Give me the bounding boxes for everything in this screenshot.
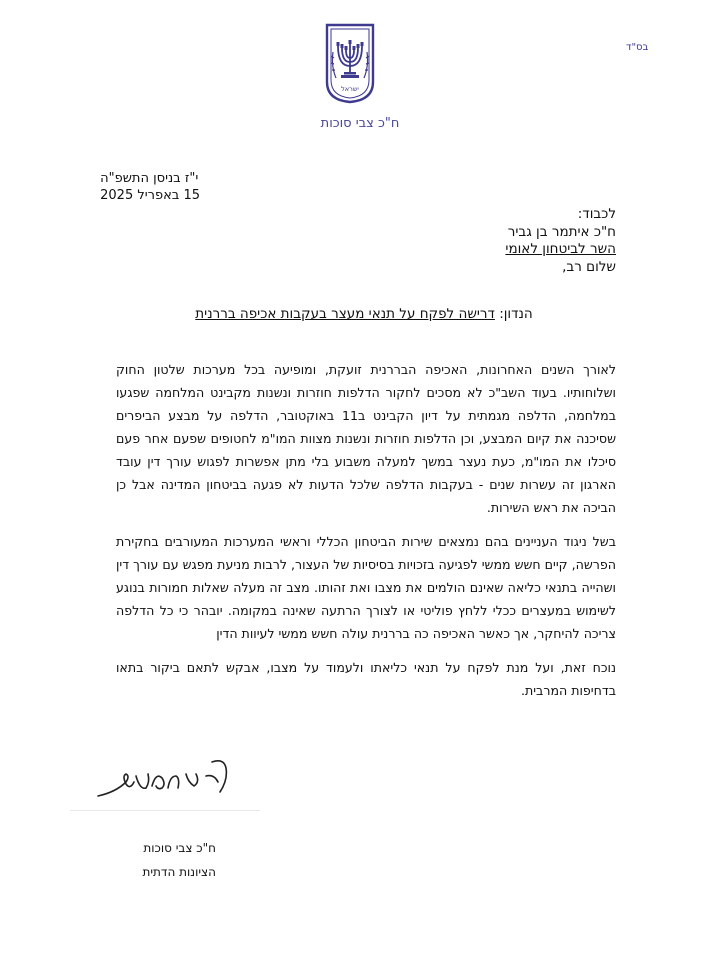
gregorian-date: 15 באפריל 2025 bbox=[100, 188, 200, 203]
signer-party: הציונות הדתית bbox=[142, 865, 216, 879]
body-paragraph: בשל ניגוד העניינים בהם נמצאים שירות הביטחון הכללי וראשי המערכות המעורבים בחקירת הפרשה, קיים חשש ממשי לפגיעה בזכויות בסיסיות של העצור, לרבות מניעת מפגש עם עורך דין ושהייה בתנאי כליאה שאינם הולמים את מצבו ואת זהותו. מצב זה מעלה שאלות חמורות בנוגע לשימוש במעצרים ככלי ללחץ פוליטי או לצורך הרתעה שאינה במקומה. יובהר כי כל הדלפה צריכה להיחקר, אך כאשר האכיפה כה בררנית עולה חשש ממשי לעיוות הדין bbox=[116, 534, 616, 641]
recipient-block bbox=[505, 206, 616, 276]
recipient-salutation: שלום רב, bbox=[562, 258, 616, 275]
body-paragraph: נוכח זאת, ועל מנת לפקח על תנאי כליאתו ולעמוד על מצבו, אבקש לתאם ביקור בתאו בדחיפות המרבית. bbox=[116, 660, 616, 698]
bsd-mark: בס"ד bbox=[626, 42, 649, 53]
emblem-caption: ישראל bbox=[341, 85, 359, 93]
body-paragraph: לאורך השנים האחרונות, האכיפה הבררנית זועקת, ומופיעה בכל מערכות שלטון החוק ושלוחותיו. בעוד השב"כ לא מסכים לחקור הדלפות חוזרות ונשנות מקבינט המלחמה שפגעו במלחמה, הדלפה מגמתית על דיון הקבינט ב11 באוקטובר, הדלפה על מבצע הביפרים שסיכנה את קיום המבצע, וכן הדלפות חוזרות ונשנות מצוות המו"מ לחטופים שפעם אחר פעם סיכלו את המו"מ, כעת נעצר במשך למעלה משבוע בלי מתן אפשרות לפגוש עורך דין עובד הארגון זה עשרות שנים - בעקבות הדלפה שלכל הדעות לא פגעה בביטחון המדינה אבל כן הביכה את ראש השירות. bbox=[116, 362, 616, 515]
date-block bbox=[100, 170, 200, 204]
hebrew-date: י"ז בניסן התשפ"ה bbox=[100, 171, 199, 186]
signer-name: ח"כ צבי סוכות bbox=[143, 841, 216, 855]
recipient-name: ח"כ איתמר בן גביר bbox=[507, 223, 616, 240]
sender-name: ח"כ צבי סוכות bbox=[320, 116, 400, 131]
signer-block bbox=[142, 836, 216, 884]
israel-emblem-icon bbox=[324, 22, 376, 104]
signature-line bbox=[70, 810, 260, 811]
handwritten-signature bbox=[96, 752, 246, 808]
subject-text: דרישה לפקח על תנאי מעצר בעקבות אכיפה בררנית bbox=[195, 306, 495, 322]
letter-body bbox=[116, 358, 616, 713]
recipient-greeting: לכבוד: bbox=[577, 206, 616, 222]
recipient-title: השר לביטחון לאומי bbox=[505, 241, 616, 257]
subject-line bbox=[0, 306, 728, 322]
subject-label: הנדון: bbox=[499, 306, 533, 322]
